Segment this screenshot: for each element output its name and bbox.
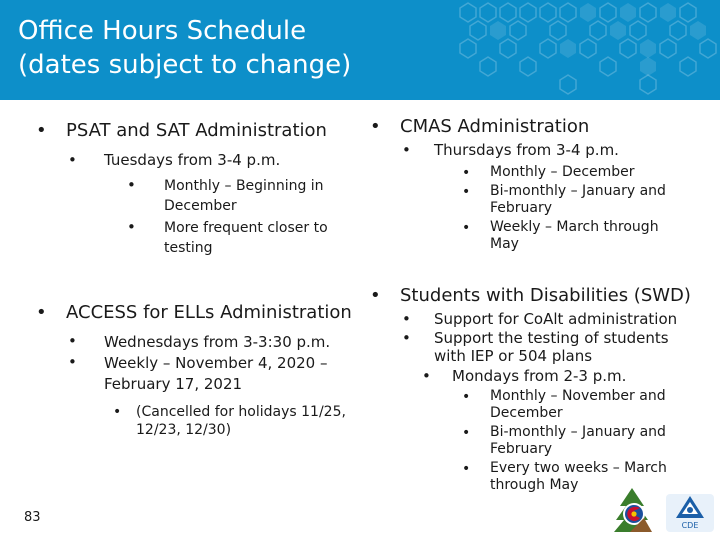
swd-item-1 <box>402 310 705 328</box>
psat-sat-section <box>36 120 346 258</box>
title-banner <box>0 0 720 100</box>
bullet: • <box>370 285 381 306</box>
bullet: • <box>36 120 47 141</box>
psat-item-2-text: More frequent closer to testing <box>164 220 328 256</box>
swd-time-item <box>422 367 705 385</box>
swd-sub-item-1-text: Monthly – November and December <box>490 388 666 421</box>
hexagon-pattern <box>450 0 720 100</box>
access-section <box>36 302 356 439</box>
cmas-item-2-text: Bi-monthly – January and February <box>490 183 666 216</box>
bullet: • <box>462 461 471 477</box>
bullet: • <box>113 404 122 420</box>
bullet: • <box>462 220 471 236</box>
swd-sub-item-2-text: Bi-monthly – January and February <box>490 424 666 457</box>
access-heading-item <box>36 302 356 324</box>
bullet: • <box>68 332 77 350</box>
colorado-tree-logo <box>614 488 652 532</box>
bullet: • <box>402 141 411 159</box>
page-title <box>18 14 351 82</box>
psat-item-1 <box>128 176 346 216</box>
psat-item-1-text: Monthly – Beginning in December <box>164 178 324 214</box>
title-line-2: (dates subject to change) <box>18 50 352 80</box>
swd-time: Mondays from 2-3 p.m. <box>452 367 627 385</box>
swd-heading-item <box>370 285 705 307</box>
bullet: • <box>68 353 77 371</box>
swd-heading: Students with Disabilities (SWD) <box>400 285 691 306</box>
swd-item-2 <box>402 329 705 365</box>
access-heading: ACCESS for ELLs Administration <box>66 302 352 323</box>
swd-item-2-text: Support the testing of students with IEP or 504 plans <box>434 329 669 365</box>
psat-item-2 <box>128 218 346 258</box>
bullet: • <box>402 310 411 328</box>
psat-time-item <box>68 151 346 170</box>
cde-logo <box>666 494 714 532</box>
cmas-time-item <box>402 141 690 160</box>
bullet: • <box>422 367 431 385</box>
swd-section <box>370 285 705 494</box>
cmas-heading: CMAS Administration <box>400 116 590 137</box>
psat-heading-item <box>36 120 346 142</box>
access-item-1-text: Wednesdays from 3-3:30 p.m. <box>104 333 331 351</box>
swd-item-1-text: Support for CoAlt administration <box>434 310 678 328</box>
cmas-item-3-text: Weekly – March through May <box>490 219 659 252</box>
bullet: • <box>127 176 136 194</box>
cmas-item-1-text: Monthly – December <box>490 164 635 180</box>
bullet: • <box>370 116 381 137</box>
svg-text:CDE: CDE <box>681 521 699 530</box>
logos <box>610 484 720 534</box>
psat-heading: PSAT and SAT Administration <box>66 120 327 141</box>
swd-sub-item-1 <box>462 388 705 422</box>
cmas-item-1 <box>462 164 690 181</box>
cmas-item-3 <box>462 219 690 253</box>
cmas-heading-item <box>370 116 690 138</box>
swd-sub-item-3-text: Every two weeks – March through May <box>490 460 667 493</box>
cmas-item-2 <box>462 183 690 217</box>
access-item-2 <box>68 353 356 395</box>
bullet: • <box>127 218 136 236</box>
swd-sub-item-2 <box>462 424 705 458</box>
bullet: • <box>462 425 471 441</box>
title-line-1: Office Hours Schedule <box>18 16 307 46</box>
bullet: • <box>68 151 77 169</box>
bullet: • <box>402 329 411 347</box>
bullet: • <box>462 165 471 181</box>
bullet: • <box>462 389 471 405</box>
access-item-2-text: Weekly – November 4, 2020 – February 17, 2021 <box>104 354 328 393</box>
cmas-section <box>370 116 690 253</box>
bullet: • <box>462 184 471 200</box>
access-note <box>110 403 356 439</box>
access-item-1 <box>68 332 356 353</box>
cmas-time: Thursdays from 3-4 p.m. <box>434 141 619 159</box>
access-note-text: (Cancelled for holidays 11/25, 12/23, 12/30) <box>136 404 346 438</box>
psat-time: Tuesdays from 3-4 p.m. <box>104 151 281 169</box>
bullet: • <box>36 302 47 323</box>
slide-number: 83 <box>24 510 41 525</box>
